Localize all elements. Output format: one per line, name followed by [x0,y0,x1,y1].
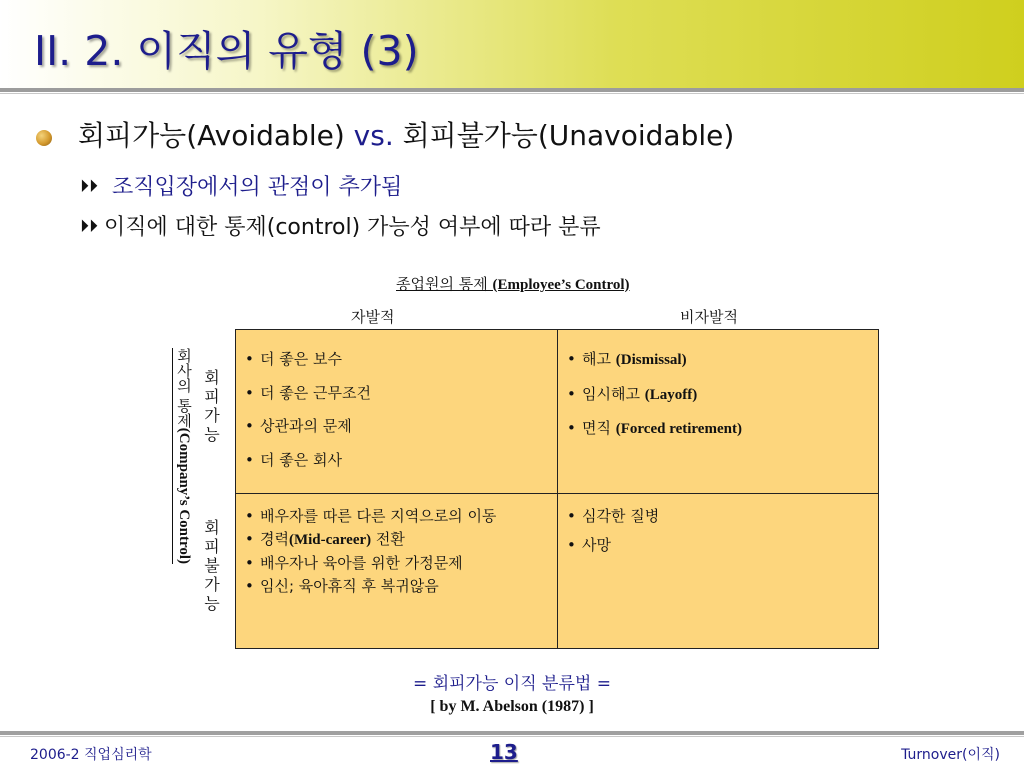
matrix-caption: = 회피가능 이직 분류법 = [413,674,611,694]
cell-voluntary-avoidable [235,329,558,494]
item-en: (Layoff) [644,386,698,403]
bullet-unavoidable: 회피불가능(Unavoidable) [393,119,735,152]
cell-involuntary-avoidable [557,329,879,494]
footer-course: 2006-2 직업심리학 [30,747,152,763]
list-item: • 상관과의 문제 [236,418,557,435]
item-ko: 임시해고 [582,384,645,403]
sub-bullet-1: 조직입장에서의 관점이 추가됨 [112,175,403,200]
item-ko: 해고 [582,350,616,368]
list-item [558,386,878,404]
cell-involuntary-unavoidable [557,493,879,649]
list-item: • 배우자를 따른 다른 지역으로의 이동 [236,508,557,525]
company-control-en: (Company’s Control) [176,427,192,565]
footer-divider [0,731,1024,735]
col-voluntary: 자발적 [351,308,395,326]
bullet-vs: vs. [353,119,394,152]
list-item [236,531,557,549]
company-control-ko: 회사의 통제 [175,348,193,428]
list-item: • 더 좋은 보수 [236,351,557,368]
list-item: • 사망 [558,537,878,554]
row-avoidable: 회피가능 [204,368,220,444]
list-item: • 임신; 육아휴직 후 복귀않음 [236,578,557,595]
list-item: • 심각한 질병 [558,508,878,525]
item-ko: 전환 [371,530,405,548]
list-item [558,420,878,438]
cell-voluntary-unavoidable [235,493,558,649]
list-item: • 더 좋은 회사 [236,452,557,469]
header-divider [0,88,1024,92]
double-arrow-icon: ⏵⏵ [80,216,98,237]
col-involuntary: 비자발적 [680,308,738,326]
employee-control-ko: 종업원의 통제 [396,275,493,293]
main-bullet [78,114,734,154]
item-en: (Dismissal) [615,352,687,368]
employee-control-en: (Employee’s Control) [492,277,630,293]
row-unavoidable: 회피불가능 [204,518,220,613]
bullet-sphere-icon [36,130,52,146]
list-item [558,351,878,369]
item-en: (Mid-career) [288,532,372,548]
slide-title: II. 2. 이직의 유형 (3) [34,27,419,75]
matrix-source: [ by M. Abelson (1987) ] [430,698,594,715]
sub-bullet-2: 이직에 대한 통제(control) 가능성 여부에 따라 분류 [104,215,601,240]
page-number: 13 [490,740,518,764]
list-item: • 더 좋은 근무조건 [236,385,557,402]
list-item: • 배우자나 육아를 위한 가정문제 [236,555,557,572]
bullet-avoidable: 회피가능(Avoidable) [78,119,354,152]
footer-divider-thin [0,736,1024,737]
item-ko: 면직 [582,419,616,437]
footer-topic: Turnover(이직) [901,747,1000,763]
item-en: (Forced retirement) [615,421,742,437]
company-control-title [172,348,195,564]
header-divider-thin [0,93,1024,94]
employee-control-title [396,273,630,294]
double-arrow-icon: ⏵⏵ [80,176,98,197]
item-ko: 경력 [260,530,289,548]
